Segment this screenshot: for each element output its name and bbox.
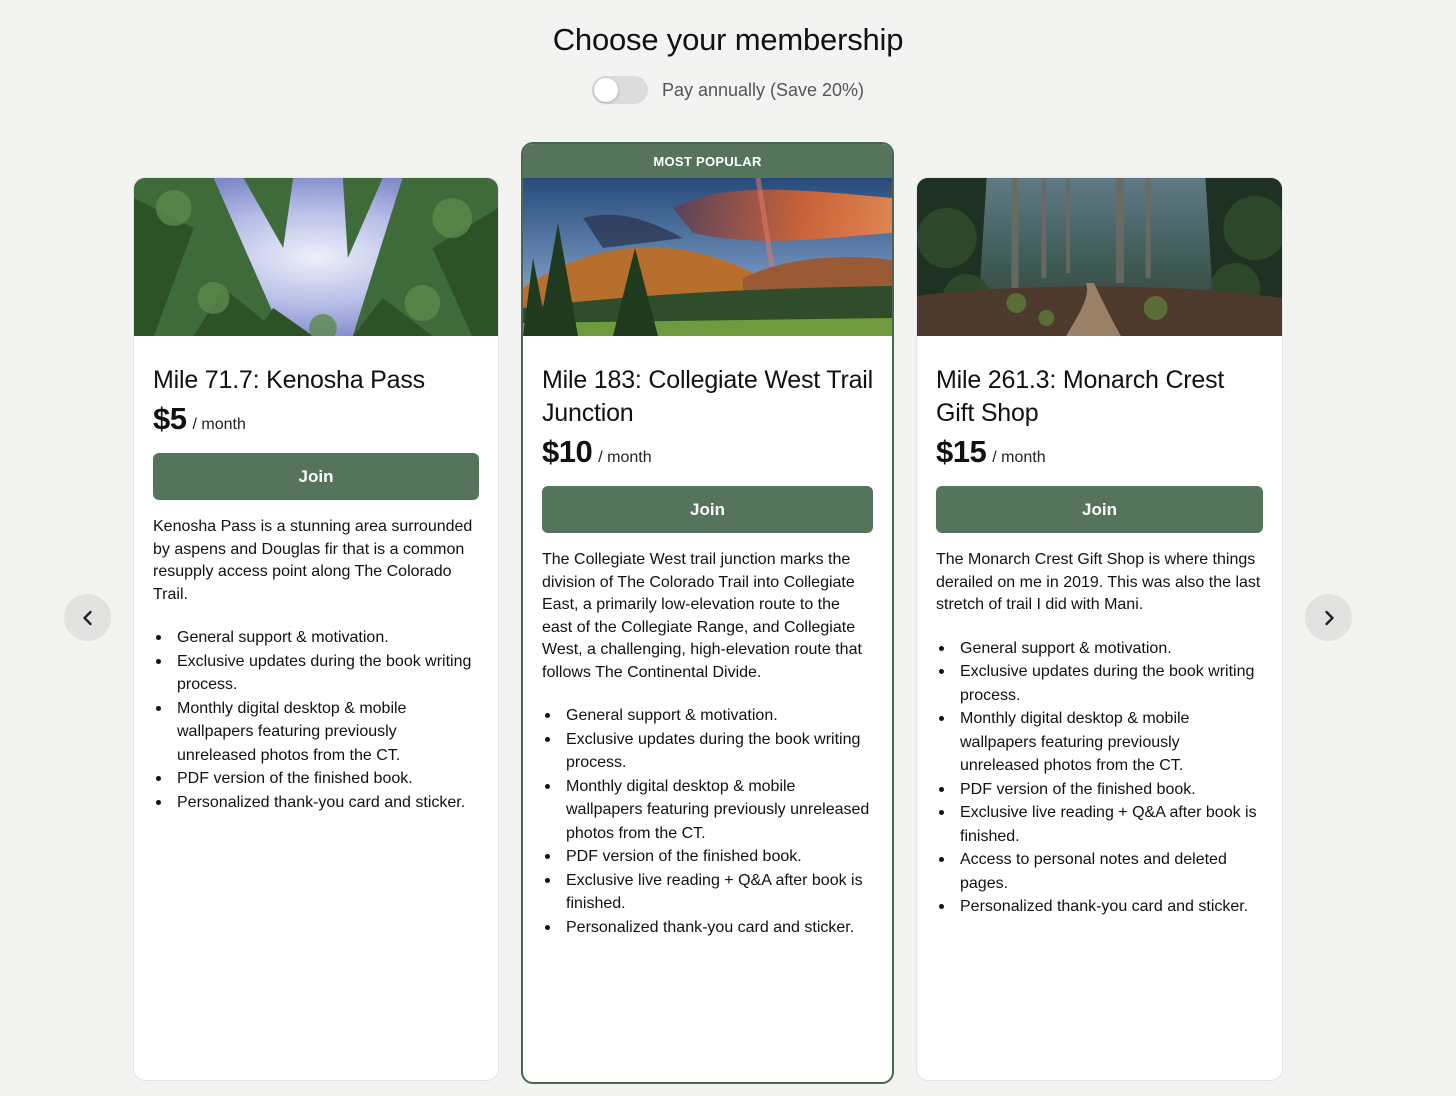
benefit-item: Monthly digital desktop & mobile wallpapers featuring previously unreleased photos from the CT.	[542, 775, 873, 846]
tier-card-body	[134, 336, 498, 814]
benefit-item: Monthly digital desktop & mobile wallpapers featuring previously unreleased photos from the CT.	[936, 707, 1263, 778]
tier-price-row	[542, 434, 873, 470]
join-button-collegiate-west[interactable]: Join	[542, 486, 873, 533]
billing-toggle-row	[0, 76, 1456, 104]
tier-card-kenosha-pass	[133, 177, 499, 1081]
tier-title: Mile 183: Collegiate West Trail Junction	[542, 366, 873, 427]
tier-price: $15	[936, 434, 987, 469]
tier-benefits-list	[153, 626, 479, 814]
tier-price-row	[153, 401, 479, 437]
tier-benefits-list	[936, 637, 1263, 919]
chevron-left-icon	[78, 608, 98, 628]
carousel-prev-button[interactable]	[64, 594, 111, 641]
benefit-item: General support & motivation.	[153, 626, 479, 650]
benefit-item: PDF version of the finished book.	[153, 767, 479, 791]
benefit-item: PDF version of the finished book.	[936, 778, 1263, 802]
join-button-monarch-crest[interactable]: Join	[936, 486, 1263, 533]
benefit-item: Exclusive updates during the book writing process.	[936, 660, 1263, 707]
join-button-kenosha-pass[interactable]: Join	[153, 453, 479, 500]
benefit-item: Access to personal notes and deleted pages.	[936, 848, 1263, 895]
tier-period: / month	[992, 449, 1046, 466]
tier-description: The Monarch Crest Gift Shop is where things derailed on me in 2019. This was also the last stretch of trail I did with Mani.	[936, 551, 1261, 613]
tier-description: The Collegiate West trail junction marks the division of The Colorado Trail into Collegiate East, a primarily low-elevation route to the east of the Collegiate Range, and Collegiate West, a challenging, high-elevation route that follows The Continental Divide.	[542, 551, 862, 681]
chevron-right-icon	[1319, 608, 1339, 628]
benefit-item: PDF version of the finished book.	[542, 845, 873, 869]
tier-price: $10	[542, 434, 593, 469]
tier-card-body	[917, 336, 1282, 919]
benefit-item: Personalized thank-you card and sticker.	[542, 916, 873, 940]
toggle-knob	[594, 78, 618, 102]
page-title: Choose your membership	[552, 22, 904, 57]
tier-card-collegiate-west	[521, 142, 894, 1084]
benefit-item: Exclusive updates during the book writing process.	[153, 650, 479, 697]
tier-title: Mile 71.7: Kenosha Pass	[153, 366, 425, 394]
benefit-item: Personalized thank-you card and sticker.	[936, 895, 1263, 919]
tier-benefits-list	[542, 704, 873, 939]
tier-card-body	[523, 336, 892, 939]
carousel-next-button[interactable]	[1305, 594, 1352, 641]
benefit-item: Exclusive live reading + Q&A after book is finished.	[542, 869, 873, 916]
benefit-item: Personalized thank-you card and sticker.	[153, 791, 479, 815]
tier-title: Mile 261.3: Monarch Crest Gift Shop	[936, 366, 1225, 427]
annual-billing-toggle[interactable]	[592, 76, 648, 104]
tier-period: / month	[598, 449, 652, 466]
benefit-item: Exclusive live reading + Q&A after book is finished.	[936, 801, 1263, 848]
benefit-item: General support & motivation.	[936, 637, 1263, 661]
most-popular-badge: MOST POPULAR	[523, 144, 892, 178]
tier-price: $5	[153, 401, 187, 436]
tier-price-row	[936, 434, 1263, 470]
tier-period: / month	[192, 416, 246, 433]
tier-card-monarch-crest	[916, 177, 1283, 1081]
benefit-item: Exclusive updates during the book writing process.	[542, 728, 873, 775]
benefit-item: General support & motivation.	[542, 704, 873, 728]
tier-description: Kenosha Pass is a stunning area surrounded by aspens and Douglas fir that is a common resupply access point along The Colorado Trail.	[153, 518, 473, 603]
benefit-item: Monthly digital desktop & mobile wallpapers featuring previously unreleased photos from the CT.	[153, 697, 479, 768]
tier-image-mountain-rainbow	[523, 178, 892, 336]
tier-image-forest-canopy	[134, 178, 498, 336]
tier-image-forest-trail	[917, 178, 1282, 336]
annual-billing-label: Pay annually (Save 20%)	[661, 79, 865, 100]
